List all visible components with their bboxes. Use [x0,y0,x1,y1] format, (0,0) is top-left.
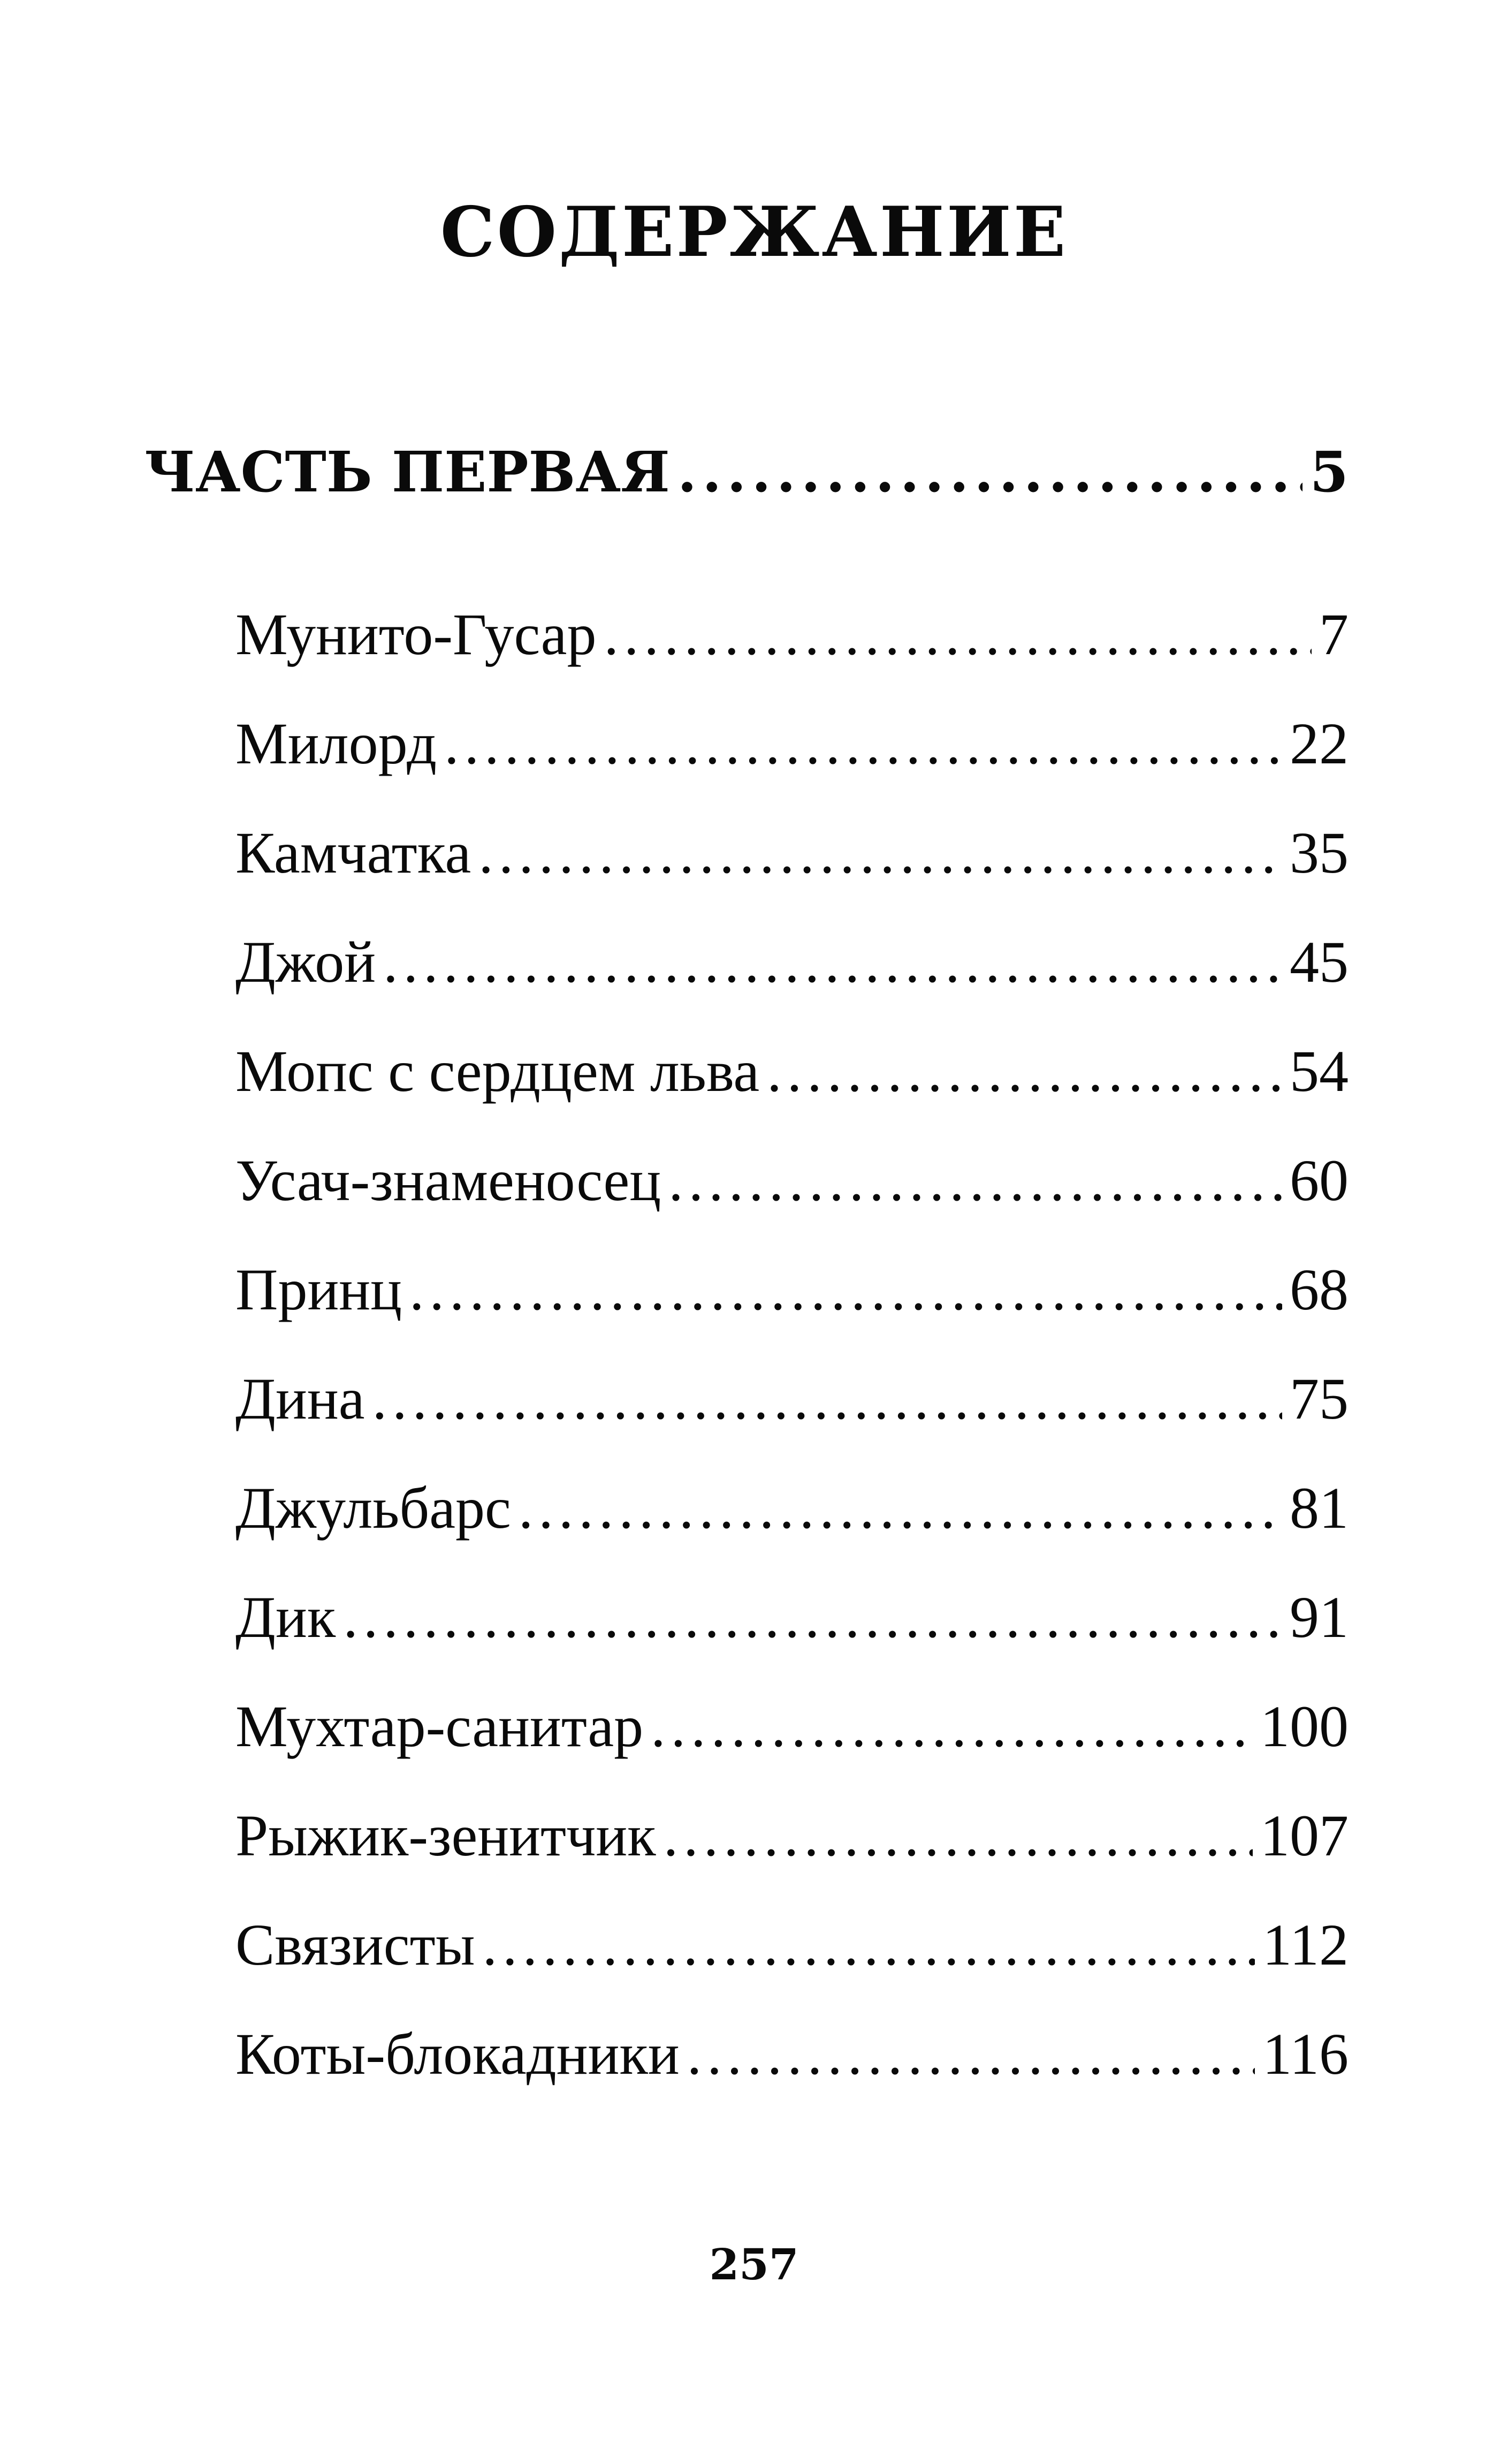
dot-leader [767,1042,1282,1101]
toc-entry-title: Мопс с сердцем льва [235,1038,760,1104]
toc-entry [235,820,1349,885]
dot-leader [444,714,1282,773]
toc-entry-page: 107 [1260,1803,1349,1868]
dot-leader [604,605,1312,664]
toc-entry-page: 7 [1319,602,1349,667]
page-number: 257 [709,2239,799,2289]
toc-entry [235,1584,1349,1650]
toc-entry [235,1912,1349,1977]
toc-entry [235,711,1349,776]
toc-entry-title: Дина [235,1366,365,1431]
dot-leader [478,823,1282,882]
toc-entry-title: Камчатка [235,820,471,885]
toc-entry-page: 75 [1290,1366,1349,1431]
toc-part-label: ЧАСТЬ ПЕРВАЯ [144,439,670,505]
page-title: СОДЕРЖАНИЕ [440,192,1068,272]
toc-entry-title: Мунито-Гусар [235,602,597,667]
dot-leader [483,1915,1255,1974]
toc-entry-page: 54 [1290,1038,1349,1104]
toc-entry-page: 81 [1290,1475,1349,1541]
toc-entry-page: 22 [1290,711,1349,776]
dot-leader [668,1151,1282,1210]
toc-entry [235,1148,1349,1213]
toc-entry-title: Дик [235,1584,336,1650]
dot-leader [677,444,1303,500]
toc-entry-page: 116 [1262,2021,1349,2087]
toc-entry-title: Мухтар-санитар [235,1694,644,1759]
dot-leader [383,932,1282,991]
toc-entry-page: 35 [1290,820,1349,885]
toc-entry-page: 45 [1290,929,1349,995]
toc-entry-title: Рыжик-зенитчик [235,1803,656,1868]
toc-entry [235,1694,1349,1759]
toc-entry-page: 60 [1290,1148,1349,1213]
dot-leader [372,1369,1282,1428]
toc-entry-page: 112 [1262,1912,1349,1977]
toc-entry-title: Принц [235,1257,402,1322]
toc-entry-title: Милорд [235,711,437,776]
toc-entry-page: 100 [1260,1694,1349,1759]
toc-entry-title: Коты-блокадники [235,2021,680,2087]
toc-entry [235,1475,1349,1541]
toc-entry [235,1366,1349,1431]
toc-entry-title: Связисты [235,1912,475,1977]
toc-entry [235,2021,1349,2087]
toc-entry [235,929,1349,995]
toc-entry [235,1257,1349,1322]
toc-entry-page: 68 [1290,1257,1349,1322]
toc-entry-title: Джульбарс [235,1475,511,1541]
toc-entry [235,1038,1349,1104]
dot-leader [343,1588,1282,1647]
toc-entry-title: Усач-знаменосец [235,1148,661,1213]
dot-leader [409,1260,1282,1319]
toc-entry-title: Джой [235,929,376,995]
toc-entry [235,602,1349,667]
dot-leader [651,1697,1253,1756]
toc-entry-page: 91 [1290,1584,1349,1650]
toc-entry [235,1803,1349,1868]
toc-part-page: 5 [1309,439,1349,505]
dot-leader [519,1479,1282,1537]
dot-leader [664,1806,1253,1865]
dot-leader [687,2025,1255,2083]
toc-part-heading [144,439,1349,505]
